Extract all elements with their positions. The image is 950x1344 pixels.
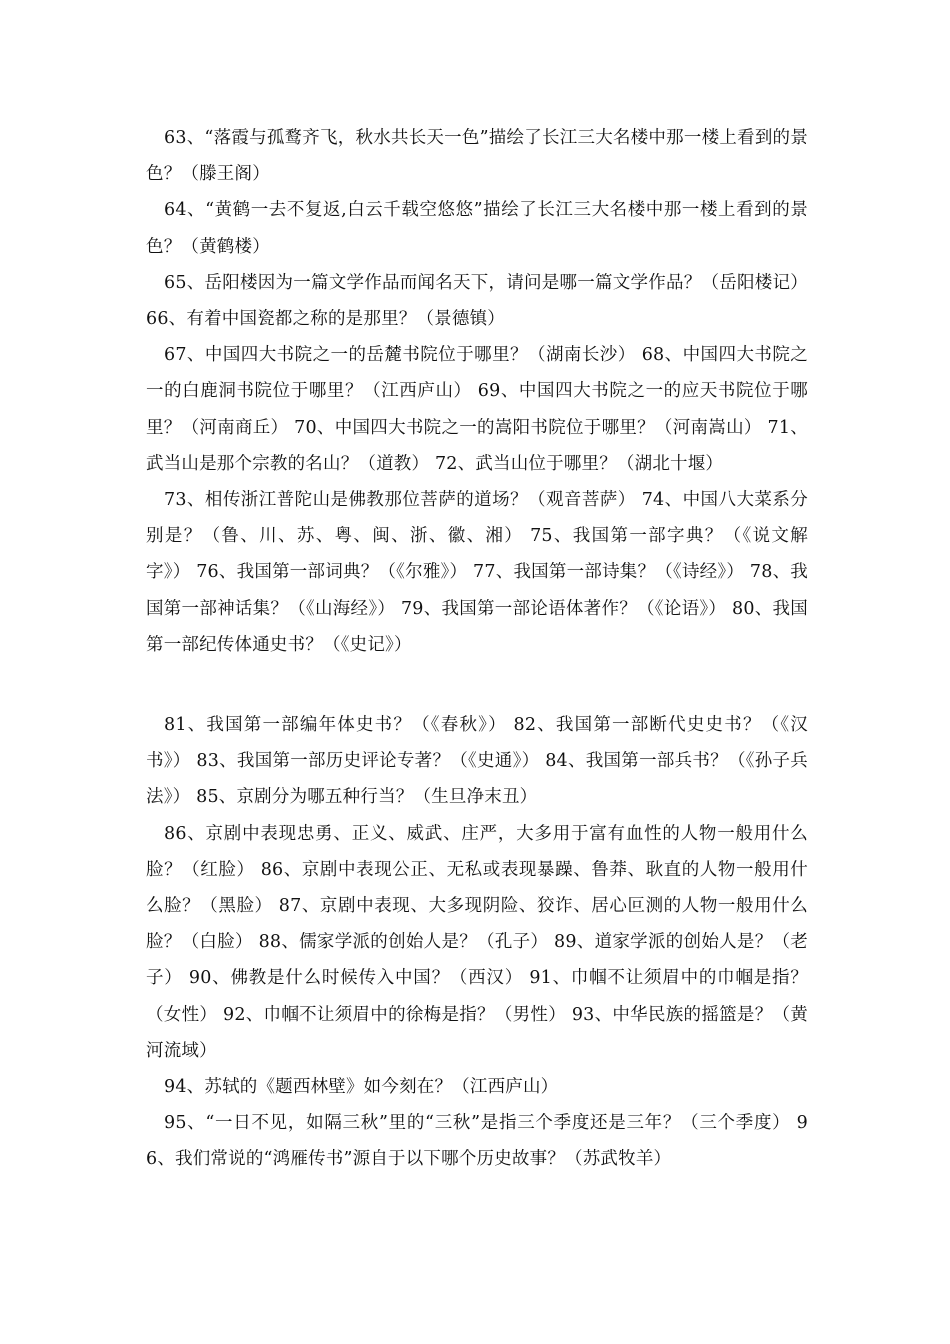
section-gap bbox=[146, 663, 808, 707]
paragraph-q86-93: 86、京剧中表现忠勇、正义、威武、庄严，大多用于富有血性的人物一般用什么脸？（红脸） 86、京剧中表现公正、无私或表现暴躁、鲁莽、耿直的人物一般用什么脸？（黑脸） 87、京剧中表现、大多现阴险、狡诈、居心叵测的人物一般用什么脸？（白脸） 88、儒家学派的创始人是？（孔子） 89、道家学派的创始人是？（老子） 90、佛教是什么时候传入中国？（西汉） 91、巾帼不让须眉中的巾帼是指？（女性） 92、巾帼不让须眉中的徐梅是指？（男性） 93、中华民族的摇篮是？（黄河流域） bbox=[146, 823, 808, 1061]
paragraph-q95-96: 95、“一日不见，如隔三秋”里的“三秋”是指三个季度还是三年？（三个季度） 96、我们常说的“鸿雁传书”源自于以下哪个历史故事？（苏武牧羊） bbox=[146, 1113, 808, 1170]
paragraph-q73-80: 73、相传浙江普陀山是佛教那位菩萨的道场？（观音菩萨） 74、中国八大菜系分别是？（鲁、川、苏、粤、闽、浙、徽、湘） 75、我国第一部字典？（《说文解字》） 76、我国第一部词典？（《尔雅》） 77、我国第一部诗集？（《诗经》） 78、我国第一部神话集？（《山海经》） 79、我国第一部论语体著作？（《论语》） 80、我国第一部纪传体通史书？（《史记》） bbox=[146, 490, 808, 655]
paragraph-q94: 94、苏轼的《题西林壁》如今刻在？（江西庐山） bbox=[164, 1077, 559, 1098]
document-body bbox=[146, 120, 808, 1178]
paragraph-q63: 63、“落霞与孤鹜齐飞，秋水共长天一色”描绘了长江三大名楼中那一楼上看到的景色？（滕王阁） bbox=[146, 128, 808, 185]
paragraph-q81-85: 81、我国第一部编年体史书？（《春秋》） 82、我国第一部断代史史书？（《汉书》） 83、我国第一部历史评论专著？（《史通》） 84、我国第一部兵书？（《孙子兵法》） 85、京剧分为哪五种行当？（生旦净末丑） bbox=[146, 715, 808, 808]
paragraph-q64: 64、“黄鹤一去不复返,白云千载空悠悠”描绘了长江三大名楼中那一楼上看到的景色？（黄鹤楼） bbox=[146, 200, 808, 257]
paragraph-q65-66: 65、岳阳楼因为一篇文学作品而闻名天下，请问是哪一篇文学作品？（岳阳楼记） 66、有着中国瓷都之称的是那里？（景德镇） bbox=[146, 272, 808, 330]
paragraph-q67-72: 67、中国四大书院之一的岳麓书院位于哪里？（湖南长沙） 68、中国四大书院之一的白鹿洞书院位于哪里？（江西庐山） 69、中国四大书院之一的应天书院位于哪里？（河南商丘） 70、中国四大书院之一的嵩阳书院位于哪里？（河南嵩山） 71、武当山是那个宗教的名山？（道教） 72、武当山位于哪里？（湖北十堰） bbox=[146, 345, 808, 474]
